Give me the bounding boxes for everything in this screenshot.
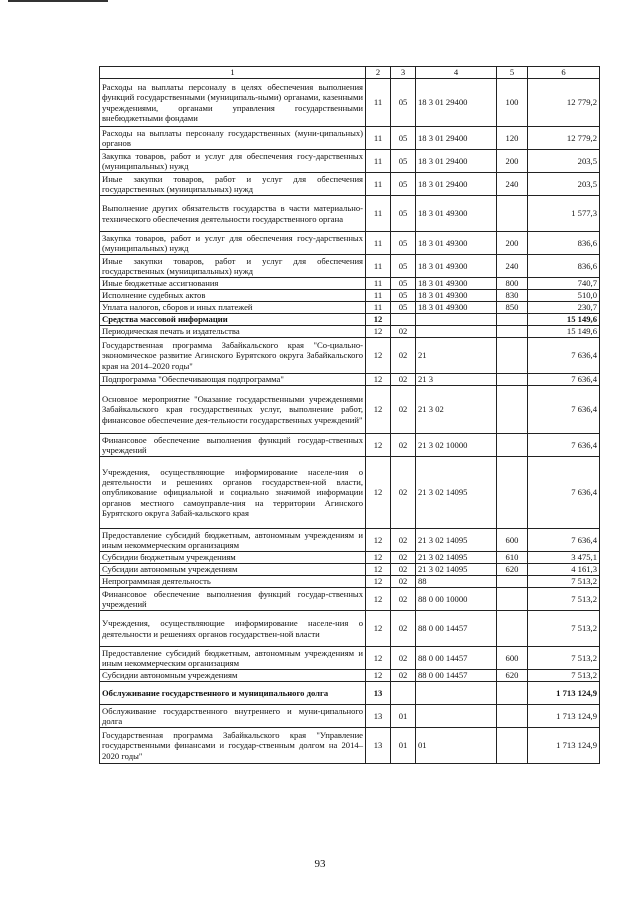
row-sum-cell: 15 149,6 <box>528 326 600 338</box>
row-sum-cell: 7 636,4 <box>528 374 600 386</box>
table-row <box>100 173 600 196</box>
row-expense-type-cell: 240 <box>497 255 528 278</box>
row-code-cell: 18 3 01 49300 <box>416 232 497 255</box>
header-row <box>100 67 600 79</box>
row-subsection-cell: 05 <box>391 79 416 127</box>
row-section-cell: 12 <box>366 576 391 588</box>
row-section-cell: 11 <box>366 173 391 196</box>
header-cell-code: 4 <box>416 67 497 79</box>
table-row <box>100 682 600 705</box>
row-code-cell: 01 <box>416 728 497 764</box>
row-sum-cell: 7 513,2 <box>528 611 600 647</box>
row-name-cell: Расходы на выплаты персоналу в целях обеспечения выполнения функций государственными (муниципаль-ными) органами, казенными учреждениями, органами управления государственными внебюджетными фондами <box>100 79 366 127</box>
row-section-cell: 12 <box>366 529 391 552</box>
table-row <box>100 529 600 552</box>
row-expense-type-cell <box>497 386 528 434</box>
row-section-cell: 12 <box>366 374 391 386</box>
header-cell-expense-type: 5 <box>497 67 528 79</box>
row-section-cell: 12 <box>366 611 391 647</box>
row-subsection-cell: 05 <box>391 150 416 173</box>
row-expense-type-cell: 620 <box>497 564 528 576</box>
row-subsection-cell: 02 <box>391 529 416 552</box>
row-sum-cell: 7 636,4 <box>528 338 600 374</box>
table-row <box>100 611 600 647</box>
row-code-cell: 18 3 01 29400 <box>416 173 497 196</box>
row-name-cell: Расходы на выплаты персоналу государственных (муни-ципальных) органов <box>100 127 366 150</box>
row-name-cell: Исполнение судебных актов <box>100 290 366 302</box>
table-row <box>100 278 600 290</box>
row-expense-type-cell <box>497 314 528 326</box>
row-code-cell <box>416 314 497 326</box>
table-row <box>100 196 600 232</box>
row-code-cell: 21 3 02 14095 <box>416 529 497 552</box>
row-name-cell: Государственная программа Забайкальского края "Управление государственными финансами и государ-ственным долгом на 2014–2020 годы" <box>100 728 366 764</box>
row-expense-type-cell <box>497 728 528 764</box>
row-name-cell: Выполнение других обязательств государства в части материально-технического обеспечения деятельности государственного органа <box>100 196 366 232</box>
row-subsection-cell: 01 <box>391 705 416 728</box>
row-sum-cell: 15 149,6 <box>528 314 600 326</box>
row-name-cell: Периодическая печать и издательства <box>100 326 366 338</box>
row-name-cell: Обслуживание государственного и муниципального долга <box>100 682 366 705</box>
row-section-cell: 12 <box>366 326 391 338</box>
row-sum-cell: 836,6 <box>528 255 600 278</box>
row-code-cell: 88 0 00 14457 <box>416 647 497 670</box>
row-sum-cell: 7 636,4 <box>528 386 600 434</box>
table-row <box>100 338 600 374</box>
row-section-cell: 11 <box>366 255 391 278</box>
row-section-cell: 11 <box>366 302 391 314</box>
row-name-cell: Закупка товаров, работ и услуг для обеспечения госу-дарственных (муниципальных) нужд <box>100 150 366 173</box>
row-name-cell: Непрограммная деятельность <box>100 576 366 588</box>
table-row <box>100 552 600 564</box>
page-number: 93 <box>314 858 326 870</box>
row-expense-type-cell: 850 <box>497 302 528 314</box>
row-subsection-cell: 02 <box>391 434 416 457</box>
row-sum-cell: 1 713 124,9 <box>528 682 600 705</box>
row-name-cell: Иные бюджетные ассигнования <box>100 278 366 290</box>
row-name-cell: Государственная программа Забайкальского края "Со-циально-экономическое развитие Агинского Бурятского округа Забайкальского края на 2014–2020 годы" <box>100 338 366 374</box>
row-section-cell: 12 <box>366 552 391 564</box>
row-name-cell: Подпрограмма "Обеспечивающая подпрограмма" <box>100 374 366 386</box>
row-section-cell: 11 <box>366 79 391 127</box>
row-code-cell: 21 3 <box>416 374 497 386</box>
header-cell-name: 1 <box>100 67 366 79</box>
row-section-cell: 11 <box>366 196 391 232</box>
row-expense-type-cell <box>497 338 528 374</box>
row-code-cell: 21 3 02 14095 <box>416 457 497 529</box>
row-code-cell: 88 0 00 14457 <box>416 611 497 647</box>
row-subsection-cell: 05 <box>391 232 416 255</box>
row-name-cell: Субсидии бюджетным учреждениям <box>100 552 366 564</box>
row-code-cell: 18 3 01 49300 <box>416 255 497 278</box>
row-expense-type-cell <box>497 434 528 457</box>
row-name-cell: Закупка товаров, работ и услуг для обеспечения госу-дарственных (муниципальных) нужд <box>100 232 366 255</box>
row-sum-cell: 230,7 <box>528 302 600 314</box>
row-subsection-cell: 02 <box>391 611 416 647</box>
row-subsection-cell: 02 <box>391 552 416 564</box>
table-row <box>100 457 600 529</box>
row-subsection-cell: 05 <box>391 302 416 314</box>
row-sum-cell: 3 475,1 <box>528 552 600 564</box>
row-sum-cell: 203,5 <box>528 173 600 196</box>
row-expense-type-cell <box>497 611 528 647</box>
row-sum-cell: 7 636,4 <box>528 457 600 529</box>
row-expense-type-cell: 600 <box>497 529 528 552</box>
row-expense-type-cell <box>497 326 528 338</box>
row-section-cell: 13 <box>366 728 391 764</box>
row-code-cell: 18 3 01 29400 <box>416 79 497 127</box>
row-subsection-cell <box>391 682 416 705</box>
row-name-cell: Финансовое обеспечение выполнения функций государ-ственных учреждений <box>100 434 366 457</box>
row-expense-type-cell <box>497 374 528 386</box>
row-expense-type-cell <box>497 457 528 529</box>
row-code-cell: 18 3 01 29400 <box>416 127 497 150</box>
row-expense-type-cell: 100 <box>497 79 528 127</box>
row-expense-type-cell: 600 <box>497 647 528 670</box>
row-expense-type-cell: 830 <box>497 290 528 302</box>
row-code-cell: 18 3 01 29400 <box>416 150 497 173</box>
table-row <box>100 127 600 150</box>
row-subsection-cell: 02 <box>391 374 416 386</box>
table-row <box>100 588 600 611</box>
table-row <box>100 302 600 314</box>
table-row <box>100 670 600 682</box>
row-subsection-cell <box>391 314 416 326</box>
row-code-cell <box>416 705 497 728</box>
row-section-cell: 11 <box>366 127 391 150</box>
row-subsection-cell: 05 <box>391 290 416 302</box>
row-subsection-cell: 02 <box>391 670 416 682</box>
row-name-cell: Уплата налогов, сборов и иных платежей <box>100 302 366 314</box>
top-rule <box>8 0 108 2</box>
table-row <box>100 232 600 255</box>
row-code-cell: 18 3 01 49300 <box>416 290 497 302</box>
table-row <box>100 79 600 127</box>
row-sum-cell: 740,7 <box>528 278 600 290</box>
row-subsection-cell: 02 <box>391 386 416 434</box>
row-expense-type-cell <box>497 588 528 611</box>
row-section-cell: 12 <box>366 457 391 529</box>
row-expense-type-cell <box>497 196 528 232</box>
row-name-cell: Иные закупки товаров, работ и услуг для обеспечения государственных (муниципальных) нужд <box>100 173 366 196</box>
row-sum-cell: 836,6 <box>528 232 600 255</box>
table-row <box>100 290 600 302</box>
row-section-cell: 12 <box>366 434 391 457</box>
row-section-cell: 12 <box>366 647 391 670</box>
row-name-cell: Основное мероприятие "Оказание государственными учреждениями Забайкальского края государственных услуг, выполнение работ, финансовое обеспечение дея-тельности государственных учреждений" <box>100 386 366 434</box>
row-name-cell: Субсидии автономным учреждениям <box>100 670 366 682</box>
row-section-cell: 11 <box>366 290 391 302</box>
row-subsection-cell: 02 <box>391 457 416 529</box>
table-row <box>100 386 600 434</box>
row-expense-type-cell: 200 <box>497 232 528 255</box>
row-expense-type-cell <box>497 576 528 588</box>
row-subsection-cell: 02 <box>391 338 416 374</box>
row-expense-type-cell: 610 <box>497 552 528 564</box>
row-sum-cell: 7 636,4 <box>528 434 600 457</box>
row-code-cell <box>416 326 497 338</box>
table-row <box>100 647 600 670</box>
row-name-cell: Средства массовой информации <box>100 314 366 326</box>
table-body <box>100 79 600 764</box>
row-section-cell: 13 <box>366 705 391 728</box>
row-subsection-cell: 02 <box>391 588 416 611</box>
row-name-cell: Учреждения, осуществляющие информирование населе-ния о деятельности и решениях органов государствен-ной власти <box>100 611 366 647</box>
row-code-cell: 88 0 00 14457 <box>416 670 497 682</box>
row-code-cell: 18 3 01 49300 <box>416 196 497 232</box>
row-section-cell: 12 <box>366 338 391 374</box>
row-expense-type-cell: 800 <box>497 278 528 290</box>
row-expense-type-cell: 200 <box>497 150 528 173</box>
table-row <box>100 576 600 588</box>
row-code-cell: 21 3 02 14095 <box>416 564 497 576</box>
row-section-cell: 12 <box>366 386 391 434</box>
row-code-cell: 21 3 02 10000 <box>416 434 497 457</box>
row-sum-cell: 7 513,2 <box>528 588 600 611</box>
row-sum-cell: 1 713 124,9 <box>528 728 600 764</box>
row-name-cell: Учреждения, осуществляющие информирование населе-ния о деятельности и решениях органов государствен-ной власти, опубликование официальной и социально значимой информации органов местного самоуправле-ния на территории Агинского Бурятского округа Забай-кальского края <box>100 457 366 529</box>
row-name-cell: Субсидии автономным учреждениям <box>100 564 366 576</box>
table-row <box>100 326 600 338</box>
row-section-cell: 11 <box>366 278 391 290</box>
row-subsection-cell: 05 <box>391 127 416 150</box>
row-code-cell: 21 3 02 14095 <box>416 552 497 564</box>
row-section-cell: 13 <box>366 682 391 705</box>
table-row <box>100 255 600 278</box>
row-section-cell: 12 <box>366 314 391 326</box>
row-sum-cell: 203,5 <box>528 150 600 173</box>
row-section-cell: 12 <box>366 564 391 576</box>
row-subsection-cell: 05 <box>391 173 416 196</box>
row-code-cell: 18 3 01 49300 <box>416 302 497 314</box>
budget-table <box>99 66 600 764</box>
header-cell-sum: 6 <box>528 67 600 79</box>
table-row <box>100 564 600 576</box>
row-name-cell: Финансовое обеспечение выполнения функций государ-ственных учреждений <box>100 588 366 611</box>
row-subsection-cell: 02 <box>391 564 416 576</box>
header-cell-section: 2 <box>366 67 391 79</box>
row-section-cell: 11 <box>366 232 391 255</box>
table-row <box>100 314 600 326</box>
row-code-cell: 21 <box>416 338 497 374</box>
row-name-cell: Предоставление субсидий бюджетным, автономным учреждениям и иным некоммерческим организациям <box>100 529 366 552</box>
row-subsection-cell: 05 <box>391 196 416 232</box>
row-name-cell: Предоставление субсидий бюджетным, автономным учреждениям и иным некоммерческим организациям <box>100 647 366 670</box>
row-expense-type-cell: 240 <box>497 173 528 196</box>
row-sum-cell: 1 577,3 <box>528 196 600 232</box>
row-sum-cell: 7 513,2 <box>528 670 600 682</box>
row-code-cell: 88 <box>416 576 497 588</box>
row-name-cell: Обслуживание государственного внутреннего и муни-ципального долга <box>100 705 366 728</box>
row-sum-cell: 4 161,3 <box>528 564 600 576</box>
row-sum-cell: 7 636,4 <box>528 529 600 552</box>
row-code-cell <box>416 682 497 705</box>
row-subsection-cell: 05 <box>391 278 416 290</box>
row-code-cell: 88 0 00 10000 <box>416 588 497 611</box>
row-sum-cell: 12 779,2 <box>528 79 600 127</box>
table-row <box>100 705 600 728</box>
row-section-cell: 11 <box>366 150 391 173</box>
row-sum-cell: 12 779,2 <box>528 127 600 150</box>
row-code-cell: 21 3 02 <box>416 386 497 434</box>
row-expense-type-cell: 120 <box>497 127 528 150</box>
row-sum-cell: 7 513,2 <box>528 576 600 588</box>
row-subsection-cell: 05 <box>391 255 416 278</box>
row-sum-cell: 7 513,2 <box>528 647 600 670</box>
row-section-cell: 12 <box>366 588 391 611</box>
row-section-cell: 12 <box>366 670 391 682</box>
header-cell-subsection: 3 <box>391 67 416 79</box>
table-row <box>100 150 600 173</box>
table-row <box>100 728 600 764</box>
row-sum-cell: 1 713 124,9 <box>528 705 600 728</box>
row-subsection-cell: 02 <box>391 326 416 338</box>
row-name-cell: Иные закупки товаров, работ и услуг для обеспечения государственных (муниципальных) нужд <box>100 255 366 278</box>
row-code-cell: 18 3 01 49300 <box>416 278 497 290</box>
row-expense-type-cell <box>497 682 528 705</box>
row-sum-cell: 510,0 <box>528 290 600 302</box>
row-expense-type-cell: 620 <box>497 670 528 682</box>
row-subsection-cell: 02 <box>391 647 416 670</box>
table-row <box>100 374 600 386</box>
row-subsection-cell: 02 <box>391 576 416 588</box>
table-row <box>100 434 600 457</box>
row-subsection-cell: 01 <box>391 728 416 764</box>
row-expense-type-cell <box>497 705 528 728</box>
